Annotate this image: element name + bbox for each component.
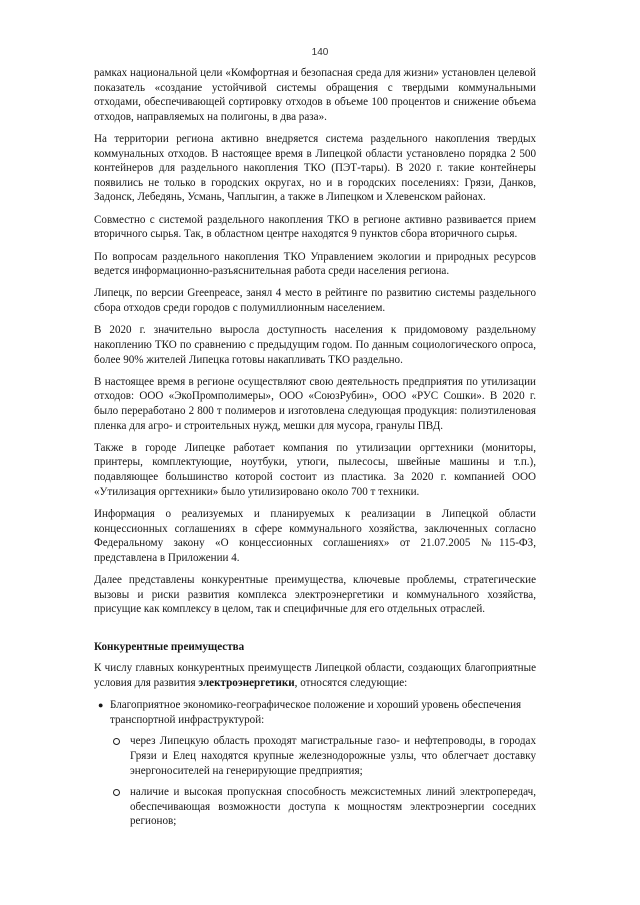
intro-text-end: , относятся следующие: [294,676,408,689]
intro-text-start: К числу главных конкурентных преимуществ Липецкой области, создающих благоприятные условия для развития [94,662,536,689]
list-item-text: Благоприятное экономико-географическое положение и хороший уровень обеспечения транспортной инфраструктурой: [110,699,522,726]
paragraph-5: Липецк, по версии Greenpeace, занял 4 место в рейтинге по развитию системы раздельного сбора отходов среди городов с полумиллионным населением. [94,287,536,315]
circle-bullet-icon [113,789,120,796]
paragraph-8: Также в городе Липецке работает компания по утилизации оргтехники (мониторы, принтеры, комплектующие, ноутбуки, утюги, пылесосы, швейные машины и т.п.), подавляющее большинство которой состоит из пластика. За 2020 г. компанией ООО «Утилизация оргтехники» было утилизировано около 700 т техники. [94,441,536,498]
sub-list [110,734,536,829]
paragraph-10: Далее представлены конкурентные преимущества, ключевые проблемы, стратегические вызовы и риски развития комплекса электроэнергетики и коммунального хозяйства, присущие как комплексу в целом, так и специфичные для его отдельных отраслей. [94,574,536,616]
paragraph-1: рамках национальной цели «Комфортная и безопасная среда для жизни» установлен целевой показатель «создание устойчивой системы обращения с твердыми коммунальными отходами, обеспечивающей сортировку отходов в объеме 100 процентов и снижение объема отходов, направляемых на полигоны, в два раза». [94,67,536,123]
body-text [94,66,536,836]
bullet-list [94,698,536,829]
intro-bold-term: электроэнергетики [198,676,295,689]
list-item [94,698,536,829]
paragraph-3: Совместно с системой раздельного накопления ТКО в регионе активно развивается прием вторичного сырья. Так, в областном центре находятся 9 пунктов сбора вторичного сырья. [94,213,536,241]
paragraph-6: В 2020 г. значительно выросла доступность населения к придомовому раздельному накоплению ТКО по сравнению с предыдущим годом. По данным социологического опроса, более 90% жителей Липецка готовы накапливать ТКО раздельно. [94,324,536,366]
paragraph-7: В настоящее время в регионе осуществляют свою деятельность предприятия по утилизации отходов: ООО «ЭкоПромполимеры», ООО «СоюзРубин», ООО «РУС Сошки». В 2020 г. было переработано 2 800 т полимеров и изготовлена следующая продукция: полиэтиленовая пленка для агро- и строительных нужд, мешки для мусора, гранулы ПВД. [94,375,536,432]
sub-list-item-text: через Липецкую область проходят магистральные газо- и нефтепроводы, в городах Грязи и Елец находятся крупные железнодорожные узлы, что облегчает доставку энергоносителей на генерирующие предприятия; [130,735,536,777]
page-number: 140 [311,47,329,58]
sub-list-item-text: наличие и высокая пропускная способность межсистемных линий электропередач, обеспечивающая возможности доступа к мощностям электроэнергии соседних регионов; [130,786,536,828]
circle-bullet-icon [113,738,120,745]
sub-list-item [110,785,536,829]
paragraph-2: На территории региона активно внедряется система раздельного накопления твердых коммунальных отходов. В настоящее время в Липецкой области установлено порядка 2 500 контейнеров для раздельного накопления ТКО (ПЭТ-тары). В 2020 г. такие контейнеры появились не только в городских округах, но и в городских поселениях: Грязи, Данков, Задонск, Лебедянь, Усмань, Чаплыгин, а также в Липецком и Хлевенском районах. [94,133,536,204]
sub-list-item [110,734,536,778]
section-intro [94,661,536,690]
paragraph-4: По вопросам раздельного накопления ТКО Управлением экологии и природных ресурсов ведется информационно-разъяснительная работа среди населения региона. [94,250,536,278]
paragraph-9: Информация о реализуемых и планируемых к реализации в Липецкой области концессионных соглашениях в сфере коммунального хозяйства, заключенных согласно Федеральному закону «О концессионных соглашениях» от 21.07.2005 №115-ФЗ, представлена в Приложении 4. [94,507,536,564]
section-heading: Конкурентные преимущества [94,640,245,653]
bullet-dot-icon: ● [98,700,104,711]
